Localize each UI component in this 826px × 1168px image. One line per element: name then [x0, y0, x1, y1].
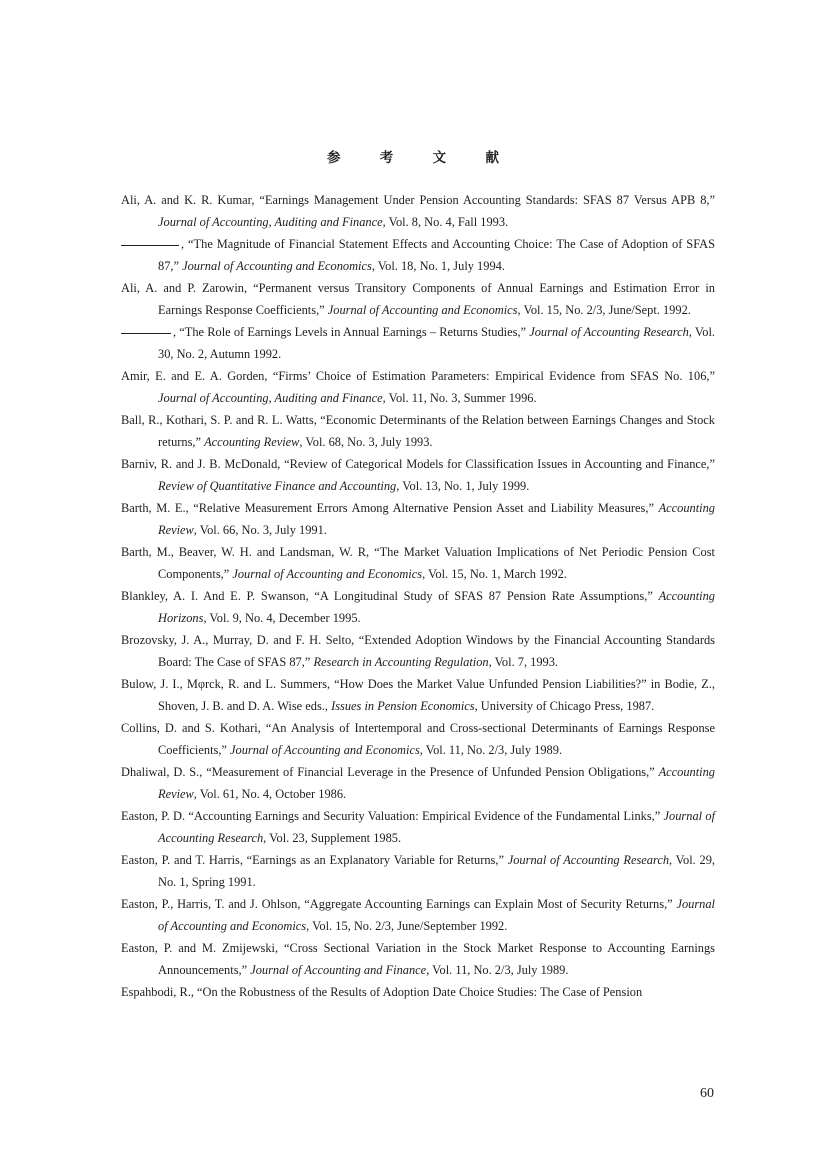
reference-journal: Journal of Accounting and Economics: [182, 259, 372, 273]
reference-details: , Vol. 29, No. 1, Spring 1991.: [158, 853, 715, 889]
reference-text: Easton, P., Harris, T. and J. Ohlson, “Aggregate Accounting Earnings can Explain Most of Security Returns,”: [121, 897, 677, 911]
reference-text: Espahbodi, R., “On the Robustness of the Results of Adoption Date Choice Studies: The Case of Pension: [121, 985, 643, 999]
reference-journal: Journal of Accounting, Auditing and Finance: [158, 215, 383, 229]
reference-text: Barniv, R. and J. B. McDonald, “Review of Categorical Models for Classification Issues in Accounting and Finance,”: [121, 457, 715, 471]
reference-text: Barth, M. E., “Relative Measurement Errors Among Alternative Pension Asset and Liability Measures,”: [121, 501, 659, 515]
reference-journal: Accounting Review: [158, 501, 715, 537]
reference-entry: [121, 189, 715, 233]
reference-entry: [121, 849, 715, 893]
reference-entry: [121, 409, 715, 453]
reference-details: , Vol. 8, No. 4, Fall 1993.: [382, 215, 509, 229]
reference-details: , Vol. 11, No. 2/3, July 1989.: [426, 963, 569, 977]
reference-text: Brozovsky, J. A., Murray, D. and F. H. Selto, “Extended Adoption Windows by the Financial Accounting Standards Board: The Case of SFAS 87,”: [121, 633, 715, 669]
reference-details: , Vol. 11, No. 3, Summer 1996.: [382, 391, 537, 405]
reference-journal: Journal of Accounting and Economics: [158, 897, 715, 933]
reference-journal: Review of Quantitative Finance and Accounting: [158, 479, 397, 493]
reference-entry: [121, 541, 715, 585]
reference-text: Easton, P. D. “Accounting Earnings and Security Valuation: Empirical Evidence of the Fundamental Links,”: [121, 809, 664, 823]
reference-details: , Vol. 61, No. 4, October 1986.: [193, 787, 347, 801]
reference-list: [121, 189, 715, 1003]
reference-journal: Issues in Pension Economics: [331, 699, 475, 713]
reference-journal: Journal of Accounting Research: [529, 325, 689, 339]
reference-text: , “The Role of Earnings Levels in Annual Earnings – Returns Studies,”: [173, 325, 530, 339]
reference-text: Amir, E. and E. A. Gorden, “Firms’ Choice of Estimation Parameters: Empirical Evidence from SFAS No. 106,”: [121, 369, 715, 383]
reference-entry: [121, 277, 715, 321]
page-title: 参 考 文 献: [326, 150, 518, 165]
reference-details: , Vol. 30, No. 2, Autumn 1992.: [158, 325, 715, 361]
reference-entry: [121, 497, 715, 541]
reference-text: Barth, M., Beaver, W. H. and Landsman, W. R, “The Market Valuation Implications of Net Periodic Pension Cost Components,”: [121, 545, 715, 581]
reference-details: , Vol. 68, No. 3, July 1993.: [299, 435, 433, 449]
reference-text: Bulow, J. I., Mφrck, R. and L. Summers, “How Does the Market Value Unfunded Pension Liabilities?” in Bodie, Z., Shoven, J. B. and D. A. Wise eds.,: [121, 677, 715, 713]
reference-details: , Vol. 15, No. 2/3, June/Sept. 1992.: [517, 303, 691, 317]
reference-text: Ali, A. and P. Zarowin, “Permanent versus Transitory Components of Annual Earnings and Estimation Error in Earnings Response Coefficients,”: [121, 281, 715, 317]
reference-entry: [121, 365, 715, 409]
reference-entry: [121, 937, 715, 981]
reference-journal: Journal of Accounting and Economics: [230, 743, 420, 757]
reference-entry: [121, 321, 715, 365]
reference-journal: Journal of Accounting Research: [158, 809, 716, 845]
reference-entry: [121, 717, 715, 761]
reference-journal: Research in Accounting Regulation: [313, 655, 489, 669]
repeat-author-dash: [121, 245, 179, 246]
reference-journal: Journal of Accounting and Finance: [250, 963, 427, 977]
reference-details: , Vol. 15, No. 1, March 1992.: [422, 567, 567, 581]
reference-journal: Journal of Accounting, Auditing and Finance: [158, 391, 383, 405]
reference-details: , Vol. 11, No. 2/3, July 1989.: [419, 743, 563, 757]
reference-text: Easton, P. and T. Harris, “Earnings as an Explanatory Variable for Returns,”: [121, 853, 508, 867]
reference-journal: Journal of Accounting and Economics: [327, 303, 518, 317]
reference-entry: [121, 453, 715, 497]
reference-details: , Vol. 13, No. 1, July 1999.: [396, 479, 530, 493]
reference-text: Easton, P. and M. Zmijewski, “Cross Sectional Variation in the Stock Market Response to Accounting Earnings Announcements,”: [121, 941, 715, 977]
reference-details: , Vol. 18, No. 1, July 1994.: [371, 259, 505, 273]
reference-journal: Accounting Review: [158, 765, 715, 801]
reference-details: , Vol. 9, No. 4, December 1995.: [203, 611, 361, 625]
reference-entry: [121, 673, 715, 717]
reference-text: Ali, A. and K. R. Kumar, “Earnings Management Under Pension Accounting Standards: SFAS 87 Versus APB 8,”: [121, 193, 715, 207]
repeat-author-dash: [121, 333, 171, 334]
reference-text: Ball, R., Kothari, S. P. and R. L. Watts, “Economic Determinants of the Relation between Earnings Changes and Stock returns,”: [121, 413, 715, 449]
reference-entry: [121, 981, 715, 1003]
reference-details: , Vol. 15, No. 2/3, June/September 1992.: [306, 919, 508, 933]
reference-details: , University of Chicago Press, 1987.: [474, 699, 655, 713]
reference-entry: [121, 805, 715, 849]
reference-journal: Journal of Accounting Research: [507, 853, 670, 867]
reference-entry: [121, 761, 715, 805]
reference-text: Blankley, A. I. And E. P. Swanson, “A Longitudinal Study of SFAS 87 Pension Rate Assumptions,”: [121, 589, 659, 603]
page-number: 60: [700, 1086, 714, 1101]
reference-journal: Accounting Review: [204, 435, 300, 449]
reference-entry: [121, 585, 715, 629]
reference-journal: Accounting Horizons: [158, 589, 715, 625]
reference-journal: Journal of Accounting and Economics: [232, 567, 423, 581]
reference-details: , Vol. 7, 1993.: [488, 655, 559, 669]
reference-text: , “The Magnitude of Financial Statement Effects and Accounting Choice: The Case of Adoption of SFAS 87,”: [158, 237, 715, 273]
reference-entry: [121, 629, 715, 673]
reference-text: Dhaliwal, D. S., “Measurement of Financial Leverage in the Presence of Unfunded Pension Obligations,”: [121, 765, 659, 779]
reference-entry: [121, 233, 715, 277]
reference-text: Collins, D. and S. Kothari, “An Analysis of Intertemporal and Cross-sectional Determinants of Earnings Response Coefficients,”: [121, 721, 715, 757]
reference-details: , Vol. 23, Supplement 1985.: [263, 831, 402, 845]
reference-details: , Vol. 66, No. 3, July 1991.: [193, 523, 327, 537]
reference-entry: [121, 893, 715, 937]
